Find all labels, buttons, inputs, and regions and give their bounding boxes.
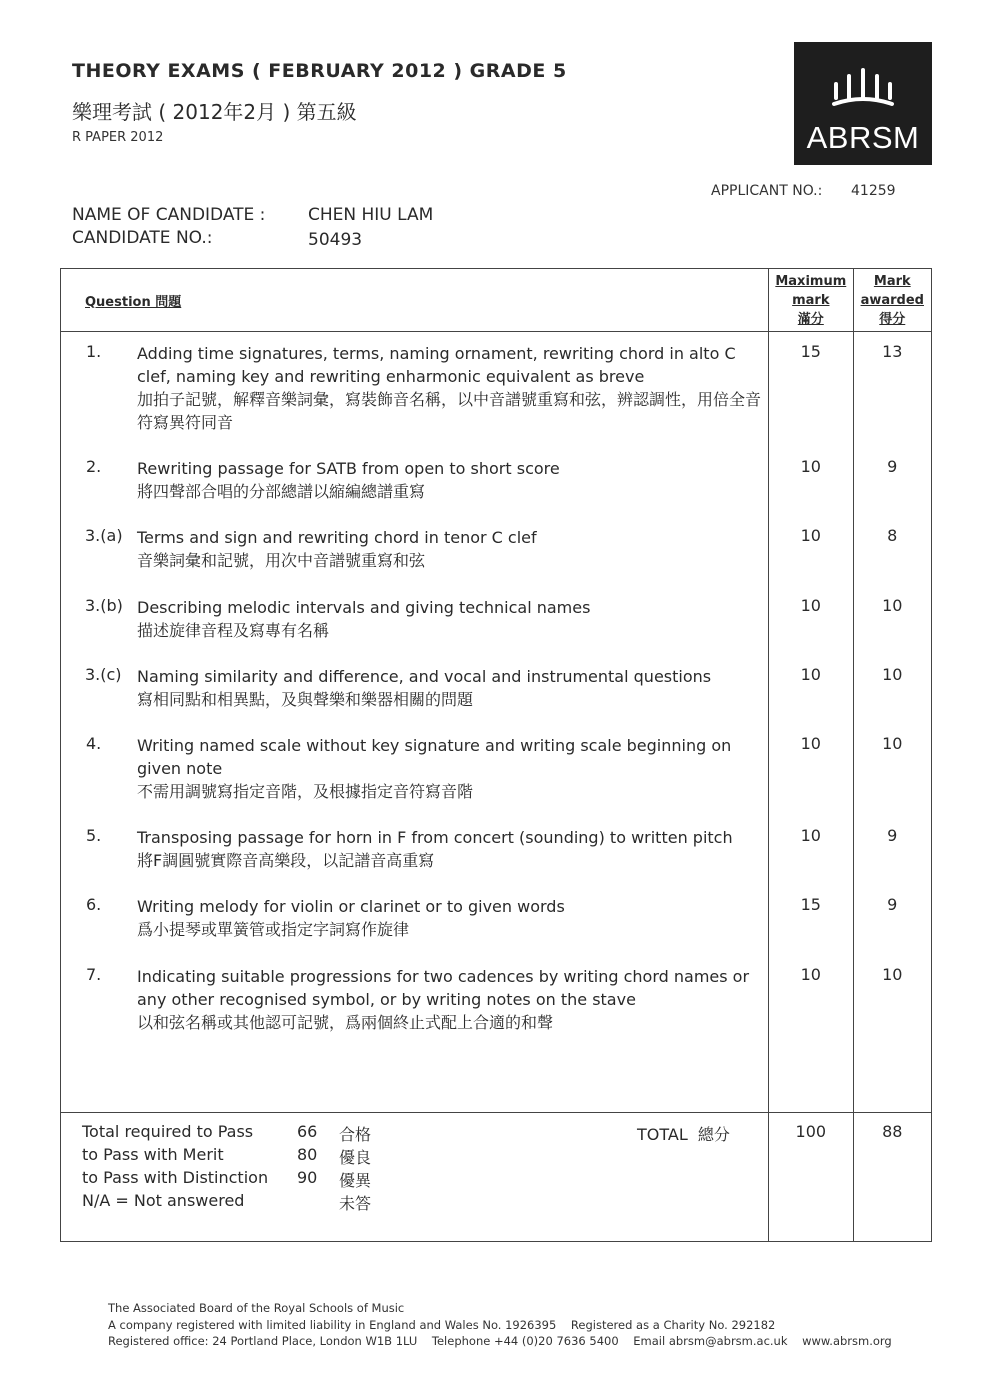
question-text-chinese: 以和弦名稱或其他認可記號，爲兩個終止式配上合適的和聲 [137,1013,554,1032]
pass-chinese: 合格 [339,1125,372,1144]
question-number: 1. [86,342,102,361]
footer-line: The Associated Board of the Royal Schools of Music [108,1301,405,1315]
distinction-chinese: 優異 [339,1171,372,1190]
logo-text: ABRSM [806,120,920,155]
question-text: Rewriting passage for SATB from open to short score [137,459,560,478]
questions-body [61,332,932,1113]
question-number: 3.(a) [85,526,123,545]
max-mark: 15 [800,895,821,914]
question-text: Naming similarity and difference, and vocal and instrumental questions [137,667,712,686]
candidate-name-label: NAME OF CANDIDATE : [72,205,266,225]
awarded-header-line2: awarded [860,292,924,308]
max-mark: 10 [800,457,821,476]
question-text-chinese: 加拍子記號，解釋音樂詞彙，寫裝飾音名稱，以中音譜號重寫和弦，辨認調性，用倍全音符寫異符同音 [137,390,762,432]
max-mark-column [769,332,854,1113]
pass-value: 66 [297,1122,318,1141]
question-text-chinese: 音樂詞彙和記號，用次中音譜號重寫和弦 [137,551,426,570]
question-number: 5. [86,826,102,845]
awarded-header [853,269,931,332]
distinction-label: to Pass with Distinction [82,1168,269,1187]
awarded-mark: 8 [887,526,898,545]
abrsm-logo [794,42,932,165]
pass-requirements [61,1113,769,1242]
applicant-number: 41259 [851,183,896,199]
max-mark: 10 [800,526,821,545]
question-header: Question 問題 [61,269,769,332]
question-text-chinese: 描述旋律音程及寫專有名稱 [137,621,330,640]
max-header-line3: 滿分 [797,311,824,327]
applicant-label: APPLICANT NO.: [711,183,823,199]
question-text: Describing melodic intervals and giving technical names [137,598,591,617]
total-max: 100 [769,1113,854,1242]
distinction-value: 90 [297,1168,318,1187]
candidate-number-label: CANDIDATE NO.: [72,228,213,248]
questions-column [61,332,769,1113]
awarded-mark: 10 [882,965,903,984]
max-header-line2: mark [792,292,830,308]
merit-value: 80 [297,1145,318,1164]
question-text: Writing named scale without key signature and writing scale beginning on given note [137,736,732,778]
question-number: 7. [86,965,102,984]
max-header-line1: Maximum [775,273,847,289]
question-text: Transposing passage for horn in F from concert (sounding) to written pitch [137,828,733,847]
question-text: Terms and sign and rewriting chord in tenor C clef [137,528,537,547]
not-answered-label: N/A = Not answered [82,1191,245,1210]
paper-code: R PAPER 2012 [72,130,164,145]
question-text-chinese: 將四聲部合唱的分部總譜以縮編總譜重寫 [137,482,426,501]
question-number: 4. [86,734,102,753]
question-text-chinese: 寫相同點和相異點，及與聲樂和樂器相關的問題 [137,690,474,709]
total-awarded: 88 [853,1113,931,1242]
candidate-number: 50493 [308,230,363,250]
awarded-mark: 9 [887,895,898,914]
max-mark-header [769,269,854,332]
max-mark: 10 [800,826,821,845]
awarded-header-line3: 得分 [879,311,906,327]
question-text-chinese: 不需用調號寫指定音階，及根據指定音符寫音階 [137,782,474,801]
awarded-mark: 10 [882,734,903,753]
footer-line: Registered office: 24 Portland Place, London W1B 1LU Telephone +44 (0)20 7636 5400 Email abrsm@abrsm.ac.uk www.abrsm.org [108,1334,892,1348]
max-mark: 15 [800,342,821,361]
crown-icon [830,64,896,112]
footer-line: A company registered with limited liability in England and Wales No. 1926395 Registered as a Charity No. 292182 [108,1317,776,1332]
question-number: 2. [86,457,102,476]
question-text: Adding time signatures, terms, naming ornament, rewriting chord in alto C clef, naming key and rewriting enharmonic equivalent as breve [137,344,736,386]
marks-table [60,268,932,1242]
question-number: 6. [86,895,102,914]
awarded-column [853,332,931,1113]
totals-row [61,1113,932,1242]
exam-title-chinese: 樂理考試 ( 2012年2月 ) 第五級 [72,100,357,124]
total-label: TOTAL 總分 [637,1125,730,1144]
question-text-chinese: 將F調圓號實際音高樂段，以記譜音高重寫 [137,851,435,870]
awarded-mark: 13 [882,342,903,361]
question-number: 3.(b) [85,596,123,615]
merit-label: to Pass with Merit [82,1145,224,1164]
awarded-mark: 10 [882,665,903,684]
max-mark: 10 [800,665,821,684]
awarded-mark: 9 [887,457,898,476]
candidate-name: CHEN HIU LAM [308,205,434,225]
question-text: Indicating suitable progressions for two cadences by writing chord names or any other recognised symbol, or by writing notes on the stave [137,967,750,1009]
awarded-mark: 10 [882,596,903,615]
pass-label: Total required to Pass [82,1122,254,1141]
question-text-chinese: 爲小提琴或單簧管或指定字詞寫作旋律 [137,920,410,939]
awarded-mark: 9 [887,826,898,845]
not-answered-chinese: 未答 [339,1194,372,1213]
question-text: Writing melody for violin or clarinet or to given words [137,897,565,916]
table-header [61,269,932,332]
max-mark: 10 [800,734,821,753]
max-mark: 10 [800,965,821,984]
question-number: 3.(c) [85,665,122,684]
merit-chinese: 優良 [339,1148,372,1167]
awarded-header-line1: Mark [873,273,911,289]
footer [108,1300,892,1350]
exam-title: THEORY EXAMS ( FEBRUARY 2012 ) GRADE 5 [72,60,567,82]
max-mark: 10 [800,596,821,615]
